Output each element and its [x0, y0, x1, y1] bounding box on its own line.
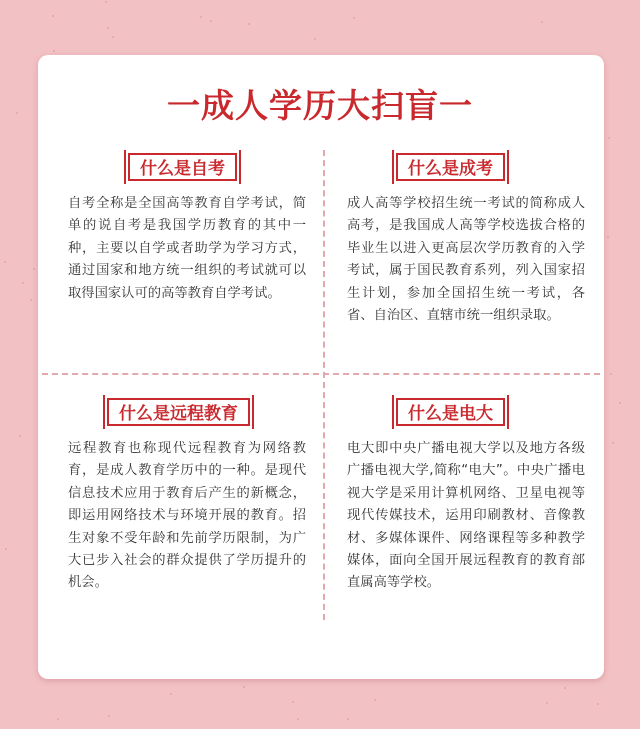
- texture-speck: [541, 21, 543, 23]
- texture-speck: [105, 1, 107, 3]
- texture-speck: [619, 402, 621, 404]
- texture-speck: [292, 701, 294, 703]
- texture-speck: [597, 703, 599, 705]
- texture-speck: [52, 15, 54, 17]
- texture-speck: [53, 50, 55, 52]
- texture-speck: [30, 299, 32, 301]
- texture-speck: [210, 20, 212, 22]
- texture-speck: [612, 442, 614, 444]
- texture-speck: [546, 702, 548, 704]
- texture-speck: [248, 23, 250, 25]
- texture-speck: [564, 687, 566, 689]
- texture-speck: [57, 718, 59, 720]
- texture-speck: [170, 693, 172, 695]
- texture-speck: [243, 686, 245, 688]
- vertical-divider: [323, 150, 325, 620]
- texture-speck: [353, 17, 355, 19]
- texture-speck: [5, 548, 7, 550]
- texture-speck: [610, 373, 612, 375]
- texture-speck: [347, 718, 349, 720]
- section-text-self-study: 自考全称是全国高等教育自学考试，简单的说自考是我国学历教育的其中一种，主要以自学或者助学为学习方式，通过国家和地方统一组织的考试就可以取得国家认可的高等教育自学考试。: [68, 196, 306, 301]
- texture-speck: [4, 261, 6, 263]
- texture-speck: [297, 718, 299, 720]
- section-text-tv-university: 电大即中央广播电视大学以及地方各级广播电视大学,简称“电大”。中央广播电视大学是采用计算机网络、卫星电视等现代传媒技术，运用印刷教材、音像教材、多媒体课件、网络课程等多种教学媒体，面向全国开展远程教育的教育部直属高等学校。: [347, 441, 585, 591]
- texture-speck: [19, 435, 21, 437]
- texture-speck: [314, 38, 316, 40]
- section-heading-distance-education: 什么是远程教育: [107, 398, 250, 426]
- texture-speck: [33, 268, 35, 270]
- section-heading-tv-university: 什么是电大: [396, 398, 505, 426]
- section-text-adult-exam: 成人高等学校招生统一考试的简称成人高考，是我国成人高等学校选拔合格的毕业生以进入更高层次学历教育的入学考试，属于国民教育系列，列入国家招生计划，参加全国招生统一考试，各省、自治区、直辖市统一组织录取。: [347, 196, 585, 324]
- horizontal-divider: [42, 373, 600, 375]
- texture-speck: [112, 36, 114, 38]
- texture-speck: [200, 16, 202, 18]
- page-title: 一成人学历大扫盲一: [167, 86, 473, 125]
- texture-speck: [108, 715, 110, 717]
- texture-speck: [22, 282, 24, 284]
- texture-speck: [374, 699, 376, 701]
- texture-speck: [107, 27, 109, 29]
- section-heading-self-study: 什么是自考: [128, 153, 237, 181]
- texture-speck: [608, 137, 610, 139]
- section-text-distance-education: 远程教育也称现代远程教育为网络教育，是成人教育学历中的一种。是现代信息技术应用于教育后产生的新概念，即运用网络技术与环境开展的教育。招生对象不受年龄和先前学历限制，为广大已步入社会的群众提供了学历提升的机会。: [68, 441, 306, 591]
- section-heading-adult-exam: 什么是成考: [396, 153, 505, 181]
- texture-speck: [607, 236, 609, 238]
